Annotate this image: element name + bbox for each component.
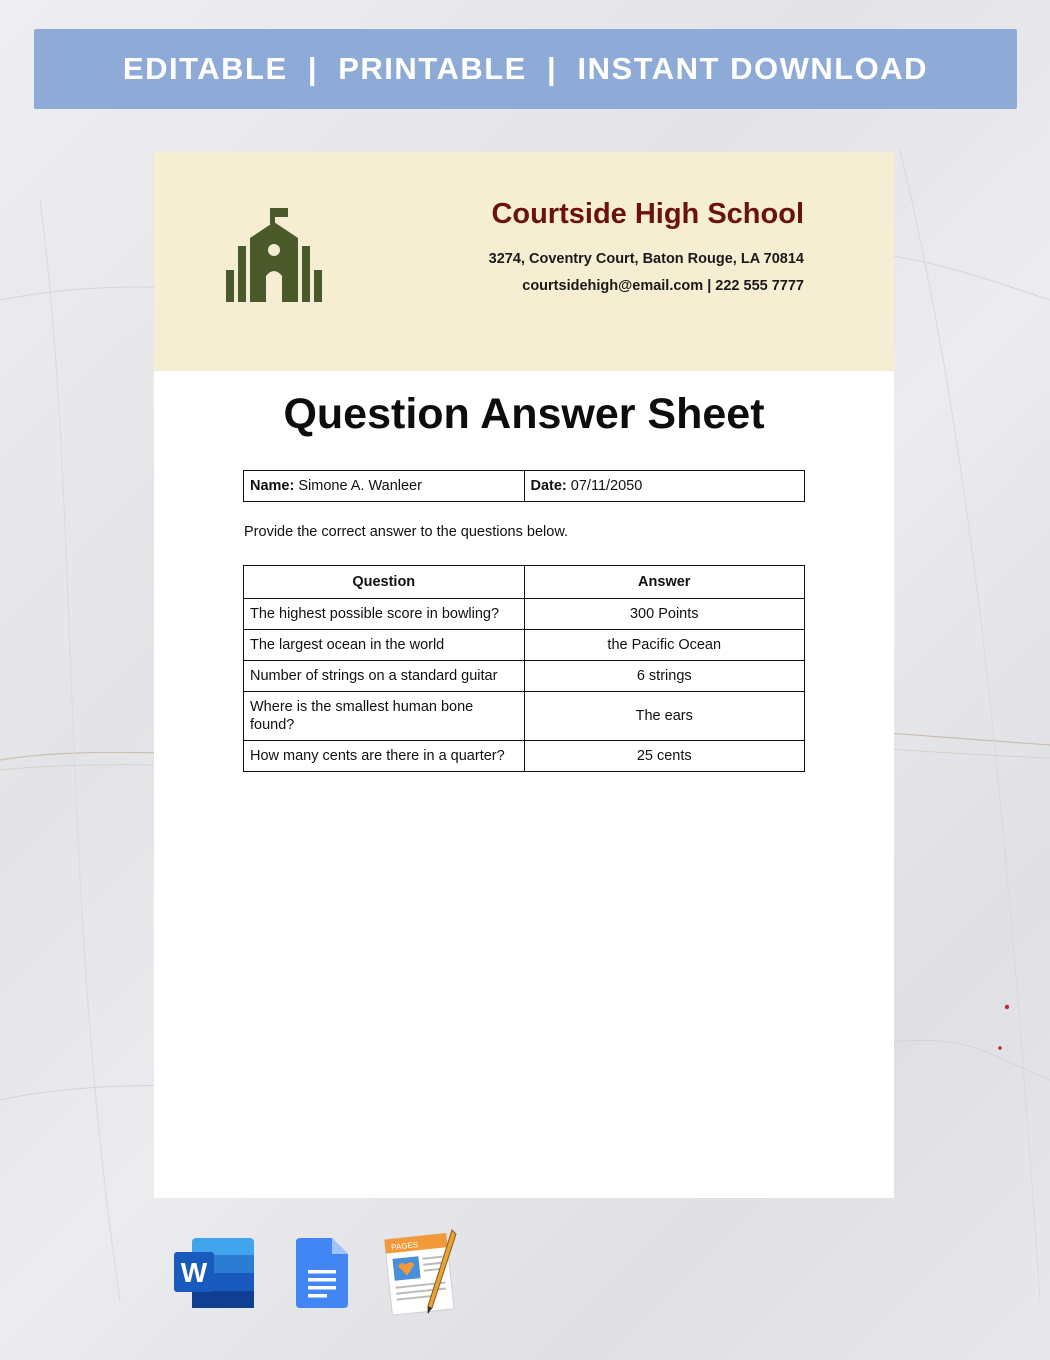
name-label: Name: [250, 478, 295, 494]
answer-cell[interactable]: 6 strings [524, 661, 805, 692]
table-row [244, 692, 805, 741]
question-cell[interactable]: Number of strings on a standard guitar [244, 661, 525, 692]
table-row [244, 599, 805, 630]
question-cell[interactable]: How many cents are there in a quarter? [244, 741, 525, 772]
answer-cell[interactable]: 25 cents [524, 741, 805, 772]
instructions-text: Provide the correct answer to the questions below. [244, 524, 569, 540]
app-icons-row [174, 1228, 474, 1318]
banner-text: EDITABLE | PRINTABLE | INSTANT DOWNLOAD [122, 51, 929, 86]
table-row [244, 630, 805, 661]
school-building-icon [226, 208, 322, 304]
qa-table [243, 565, 805, 772]
school-name: Courtside High School [491, 198, 804, 230]
school-contact: courtsidehigh@email.com | 222 555 7777 [522, 278, 804, 294]
word-icon-letter: W [180, 1257, 208, 1288]
date-label: Date: [530, 478, 567, 494]
name-value: Simone A. Wanleer [298, 478, 422, 494]
date-value: 07/11/2050 [570, 478, 643, 494]
name-cell[interactable] [244, 471, 525, 502]
date-cell[interactable] [524, 471, 805, 502]
school-header [154, 152, 894, 371]
table-header-row [244, 566, 805, 599]
google-docs-icon[interactable] [296, 1238, 348, 1308]
page-title: Question Answer Sheet [283, 390, 765, 438]
document-page [154, 152, 894, 1198]
pages-icon-label: PAGES [390, 1240, 419, 1252]
question-cell[interactable]: Where is the smallest human bone found? [244, 692, 525, 741]
student-info-table [243, 470, 805, 502]
table-row [244, 661, 805, 692]
table-row [244, 741, 805, 772]
promo-banner [34, 29, 1017, 109]
question-cell[interactable]: The highest possible score in bowling? [244, 599, 525, 630]
school-address: 3274, Coventry Court, Baton Rouge, LA 70814 [488, 251, 804, 267]
question-cell[interactable]: The largest ocean in the world [244, 630, 525, 661]
microsoft-word-icon[interactable] [174, 1238, 254, 1308]
answer-cell[interactable]: 300 Points [524, 599, 805, 630]
answer-cell[interactable]: the Pacific Ocean [524, 630, 805, 661]
apple-pages-icon[interactable] [382, 1228, 460, 1316]
question-column-header: Question [244, 566, 525, 599]
answer-cell[interactable]: The ears [524, 692, 805, 741]
answer-column-header: Answer [524, 566, 805, 599]
